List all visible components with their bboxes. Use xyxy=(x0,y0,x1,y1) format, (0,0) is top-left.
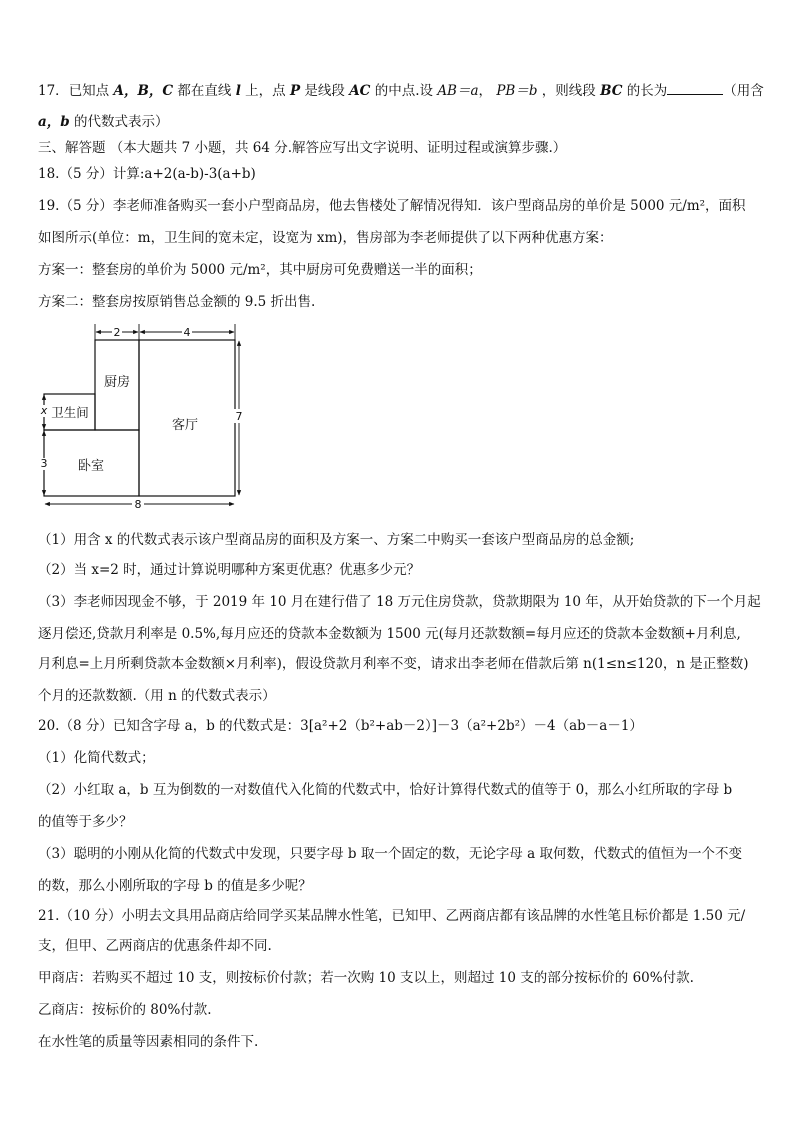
q20-sub2-line1: （2）小红取 a，b 互为倒数的一对数值代入化简的代数式中，恰好计算得代数式的值等于 0，那么小红所取的字母 b xyxy=(38,782,733,798)
bathroom-label: 卫生间 xyxy=(51,405,89,420)
answer-blank xyxy=(667,80,723,95)
q19-sub2: （2）当 x=2 时，通过计算说明哪种方案更优惠？优惠多少元？ xyxy=(38,562,421,578)
q19-sub3-line1: （3）李老师因现金不够，于 2019 年 10 月在建行借了 18 万元住房贷款，贷款期限为 10 年，从开始贷款的下一个月起 xyxy=(38,594,761,610)
q21-condition: 在水性笔的质量等因素相同的条件下. xyxy=(38,1034,259,1050)
q20-line1: 20.（8 分）已知含字母 a，b 的代数式是：3[a²+2（b²+ab－2）]－3（a²+2b²）－4（ab－a－1） xyxy=(38,718,643,734)
dim-left-3: 3 xyxy=(40,457,48,470)
q19-line1: 19.（5 分）李老师准备购买一套小户型商品房，他去售楼处了解情况得知．该户型商品房的单价是 5000 元/m²，面积 xyxy=(38,198,746,214)
q21-shop-a: 甲商店：若购买不超过 10 支，则按标价付款；若一次购 10 支以上，则超过 10 支的部分按标价的 60%付款. xyxy=(38,970,694,986)
q19-sub3-line3: 月利息=上月所剩贷款本金数额×月利率)，假设贷款月利率不变，请求出李老师在借款后第 n(1≤n≤120，n 是正整数) xyxy=(38,656,749,672)
q19-sub3-line2: 逐月偿还,贷款月利率是 0.5%,每月应还的贷款本金数额为 1500 元(每月还款数额=每月应还的贷款本金数额+月利息, xyxy=(38,626,741,642)
q18: 18.（5 分）计算:a+2(a-b)-3(a+b) xyxy=(38,166,256,182)
q20-sub3-line2: 的数，那么小刚所取的字母 b 的值是多少呢？ xyxy=(38,878,312,894)
q20-sub2-line2: 的值等于多少？ xyxy=(38,814,133,830)
q21-shop-b: 乙商店：按标价的 80%付款. xyxy=(38,1002,212,1018)
kitchen-label: 厨房 xyxy=(103,375,131,390)
dim-right: 7 xyxy=(235,410,243,423)
floor-plan-diagram xyxy=(30,320,260,515)
q19-sub3-line4: 个月的还款数额.（用 n 的代数式表示） xyxy=(38,688,276,704)
q17-line2: a，b 的代数式表示） xyxy=(38,114,169,130)
q20-sub3-line1: （3）聪明的小刚从化简的代数式中发现，只要字母 b 取一个固定的数，无论字母 a 取何数，代数式的值恒为一个不变 xyxy=(38,846,742,862)
q21-line1: 21.（10 分）小明去文具用品商店给同学买某品牌水性笔，已知甲、乙两商店都有该品牌的水性笔且标价都是 1.50 元/ xyxy=(38,908,746,924)
dim-top-left: 2 xyxy=(113,326,121,339)
dim-bottom: 8 xyxy=(134,498,142,511)
q19-plan1: 方案一：整套房的单价为 5000 元/m²，其中厨房可免费赠送一半的面积； xyxy=(38,262,482,278)
dim-left-x: x xyxy=(40,404,48,417)
q19-plan2: 方案二：整套房按原销售总金额的 9.5 折出售. xyxy=(38,294,316,310)
section-3-heading: 三、解答题 （本大题共 7 小题，共 64 分.解答应写出文字说明、证明过程或演算步骤.） xyxy=(38,140,567,156)
bedroom-label: 卧室 xyxy=(77,459,105,474)
dim-top-right: 4 xyxy=(183,326,191,339)
q19-line2: 如图所示(单位：m，卫生间的宽未定，设宽为 xm)，售房部为李老师提供了以下两种优惠方案： xyxy=(38,230,613,246)
q21-line2: 支，但甲、乙两商店的优惠条件却不同. xyxy=(38,938,272,954)
living-label: 客厅 xyxy=(171,418,199,433)
q20-sub1: （1）化简代数式； xyxy=(38,750,155,766)
q19-sub1: （1）用含 x 的代数式表示该户型商品房的面积及方案一、方案二中购买一套该户型商品房的总金额; xyxy=(38,532,635,548)
q17-line1: 17．已知点 A，B，C 都在直线 l 上，点 P 是线段 AC 的中点.设 AB＝a， PB＝b ，则线段 BC 的长为 （用含 xyxy=(38,80,764,101)
